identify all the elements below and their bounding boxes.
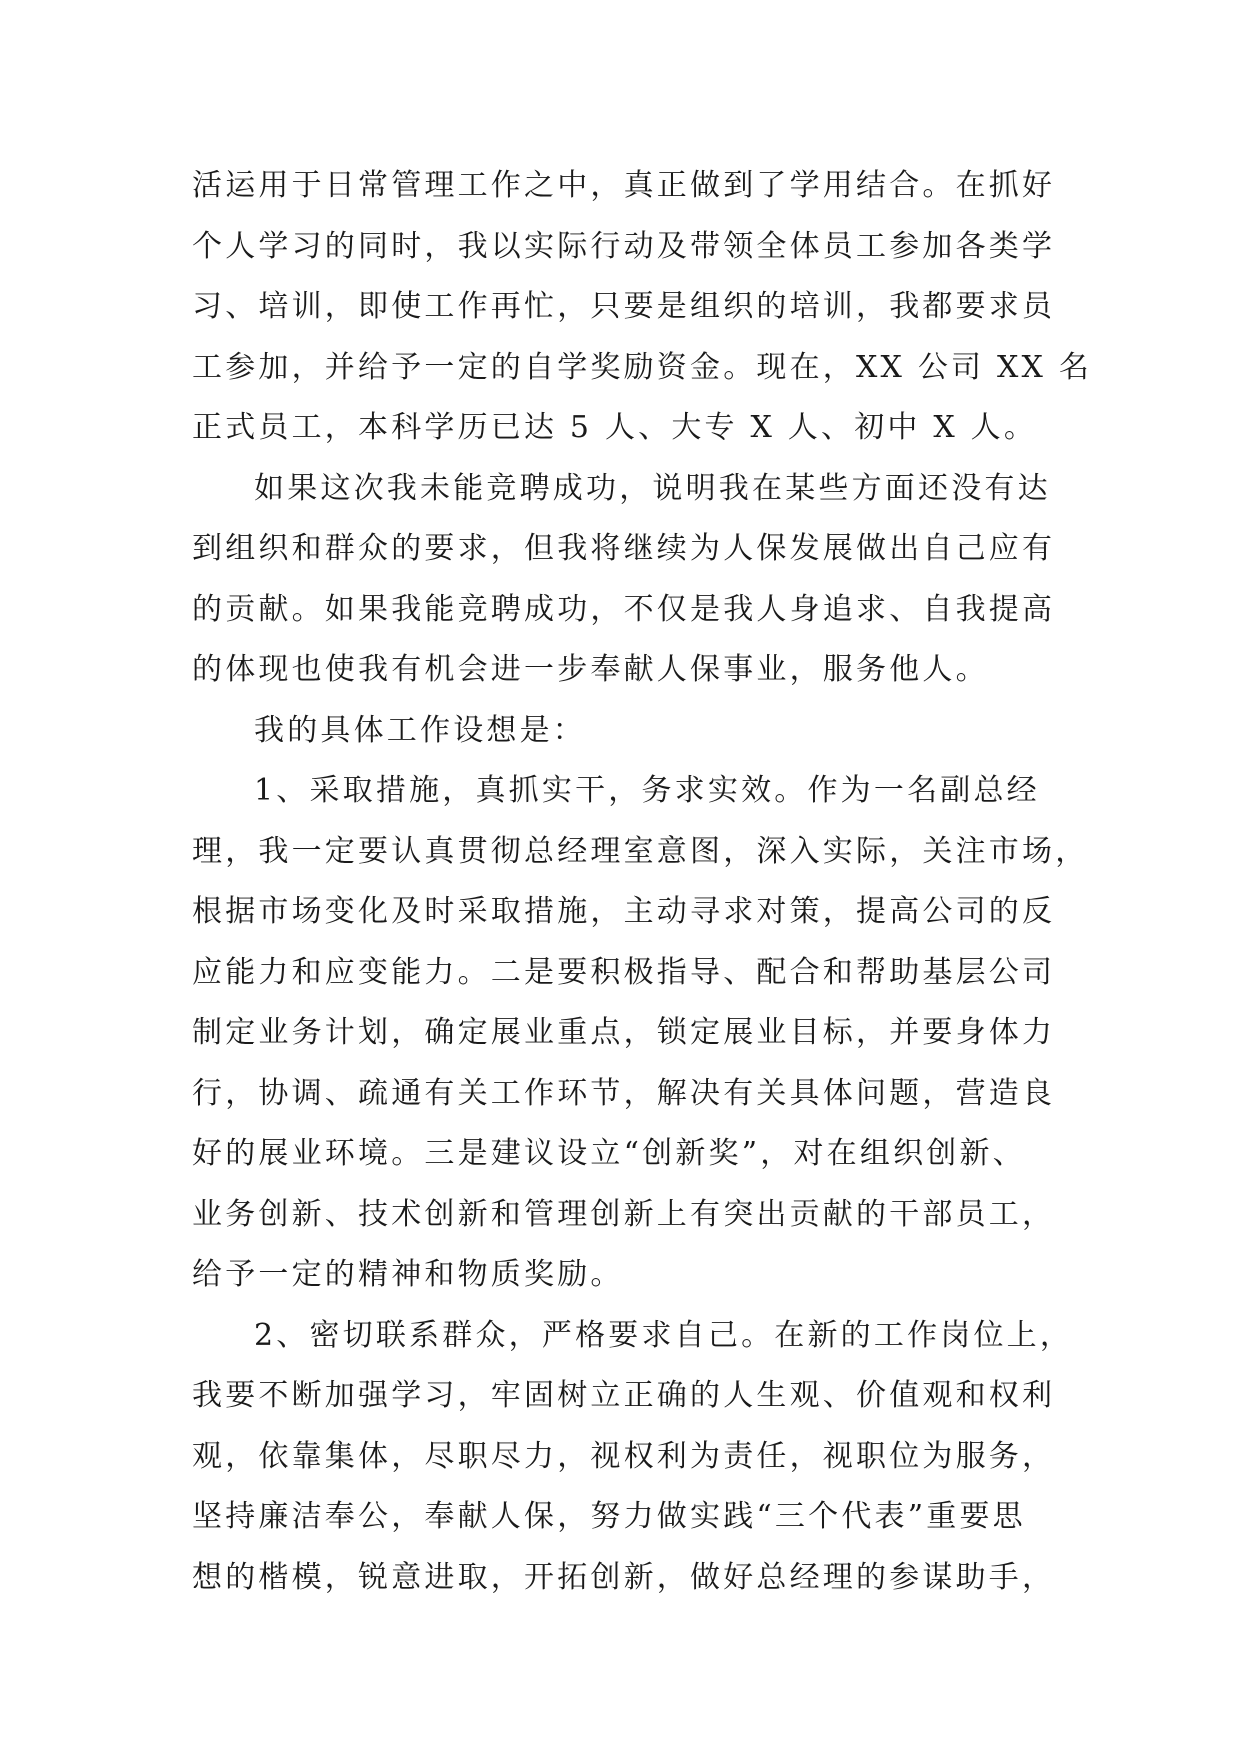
text-line: 理，我一定要认真贯彻总经理室意图，深入实际，关注市场， xyxy=(192,833,1089,869)
text-line: 2、密切联系群众，严格要求自己。在新的工作岗位上， xyxy=(254,1317,1074,1353)
text-line: 活运用于日常管理工作之中，真正做到了学用结合。在抓好 xyxy=(192,168,1056,203)
body-text xyxy=(192,156,1093,1608)
text-line: 个人学习的同时，我以实际行动及带领全体员工参加各类学 xyxy=(192,228,1056,264)
text-line: 观，依靠集体，尽职尽力，视权利为责任，视职位为服务， xyxy=(192,1438,1056,1474)
text-line: 行，协调、疏通有关工作环节，解决有关具体问题，营造良 xyxy=(192,1075,1056,1111)
text-line: 1、采取措施，真抓实干，务求实效。作为一名副总经 xyxy=(254,773,1040,808)
text-line: 工参加，并给予一定的自学奖励资金。现在，XX 公司 XX 名 xyxy=(192,349,1093,385)
text-line: 的体现也使我有机会进一步奉献人保事业，服务他人。 xyxy=(192,652,989,687)
text-line: 习、培训，即使工作再忙，只要是组织的培训，我都要求员 xyxy=(192,289,1056,324)
text-line: 根据市场变化及时采取措施，主动寻求对策，提高公司的反 xyxy=(192,894,1056,929)
text-line: 我要不断加强学习，牢固树立正确的人生观、价值观和权利 xyxy=(192,1378,1056,1413)
text-line: 坚持廉洁奉公，奉献人保，努力做实践“三个代表”重要思 xyxy=(192,1499,1026,1534)
text-line: 到组织和群众的要求，但我将继续为人保发展做出自己应有 xyxy=(192,531,1056,566)
text-line: 我的具体工作设想是： xyxy=(254,712,586,748)
text-line: 业务创新、技术创新和管理创新上有突出贡献的干部员工， xyxy=(192,1196,1056,1232)
text-line: 如果这次我未能竞聘成功，说明我在某些方面还没有达 xyxy=(254,470,1051,506)
text-line: 应能力和应变能力。二是要积极指导、配合和帮助基层公司 xyxy=(192,954,1056,990)
text-line: 的贡献。如果我能竞聘成功，不仅是我人身追求、自我提高 xyxy=(192,591,1056,627)
text-line: 想的楷模，锐意进取，开拓创新，做好总经理的参谋助手， xyxy=(192,1559,1056,1595)
text-line: 好的展业环境。三是建议设立“创新奖”，对在组织创新、 xyxy=(192,1136,1026,1171)
text-line: 给予一定的精神和物质奖励。 xyxy=(192,1257,624,1292)
text-line: 制定业务计划，确定展业重点，锁定展业目标，并要身体力 xyxy=(192,1015,1056,1050)
text-line: 正式员工，本科学历已达 5 人、大专 X 人、初中 X 人。 xyxy=(192,410,1038,445)
